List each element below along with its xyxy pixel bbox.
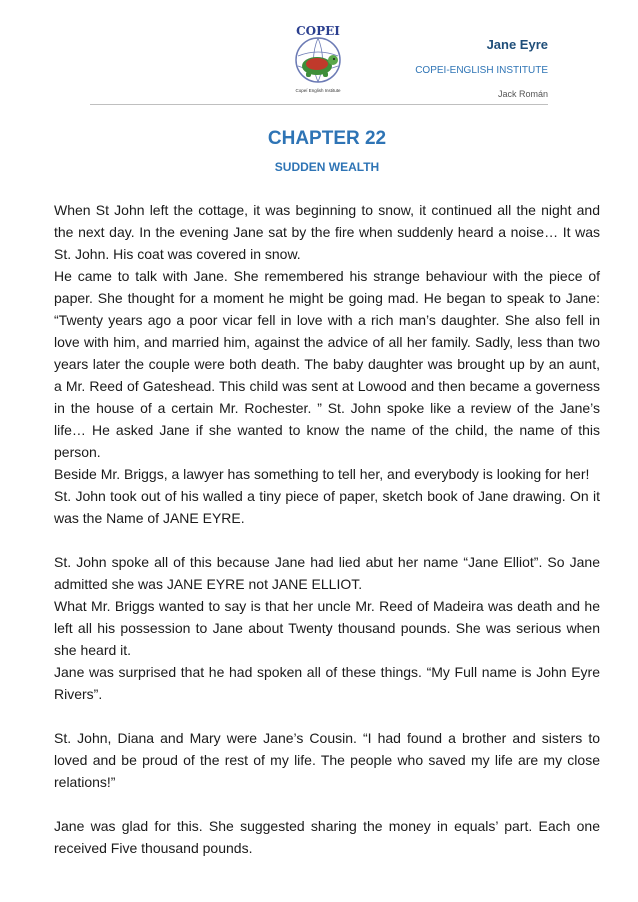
logo-caption: Copeí English Institute <box>295 88 341 93</box>
book-title: Jane Eyre <box>486 37 548 52</box>
paragraph: What Mr. Briggs wanted to say is that her uncle Mr. Reed of Madeira was death and he left all his possession to Jane about Twenty thousand pounds. She was serious when she heard it. <box>54 598 600 658</box>
paragraph: When St John left the cottage, it was beginning to snow, it continued all the night and the next day. In the evening Jane sat by the fire when suddenly heard a noise… It was St. John. His coat was covered in snow. <box>54 202 600 262</box>
chapter-subtitle: SUDDEN WEALTH <box>274 160 380 174</box>
paragraph-gap <box>54 793 600 815</box>
chapter-title: CHAPTER 22 <box>267 128 387 149</box>
paragraph-gap <box>54 705 600 727</box>
paragraph: Beside Mr. Briggs, a lawyer has something to tell her, and everybody is looking for her! <box>54 466 590 482</box>
paragraph: Jane was glad for this. She suggested sharing the money in equals’ part. Each one received Five thousand pounds. <box>54 818 600 856</box>
copei-logo <box>287 22 349 96</box>
author-name: Jack Román <box>497 89 548 99</box>
logo-wordmark: COPEI <box>296 24 340 38</box>
header-divider <box>90 104 548 105</box>
page-header <box>415 38 548 99</box>
paragraph: He came to talk with Jane. She remembered his strange behaviour with the piece of paper. She thought for a moment he might be going mad. He began to speak to Jane: “Twenty years ago a poor vicar fell in love with a rich man’s daughter. She also fell in love with him, and married him, against the advice of all her family. Sadly, less than two years later the couple were both death. The baby daughter was brought up by an aunt, a Mr. Reed of Gateshead. This child was sent at Lowood and then became a governess in the house of a certain Mr. Rochester. ” St. John spoke like a review of the Jane’s life… He asked Jane if she wanted to know the name of the child, the name of this person. <box>54 268 600 460</box>
paragraph: St. John spoke all of this because Jane had lied abut her name “Jane Elliot”. So Jane admitted she was JANE EYRE not JANE ELLIOT. <box>54 554 600 592</box>
paragraph: St. John took out of his walled a tiny piece of paper, sketch book of Jane drawing. On it was the Name of JANE EYRE. <box>54 488 600 526</box>
paragraph: Jane was surprised that he had spoken all of these things. “My Full name is John Eyre Rivers”. <box>54 664 600 702</box>
chapter-body <box>54 199 600 859</box>
paragraph-gap <box>54 529 600 551</box>
institute-name: COPEI-ENGLISH INSTITUTE <box>415 65 548 76</box>
paragraph: St. John, Diana and Mary were Jane’s Cousin. “I had found a brother and sisters to loved and be proud of the rest of my life. The people who saved my life are my close relations!” <box>54 730 600 790</box>
